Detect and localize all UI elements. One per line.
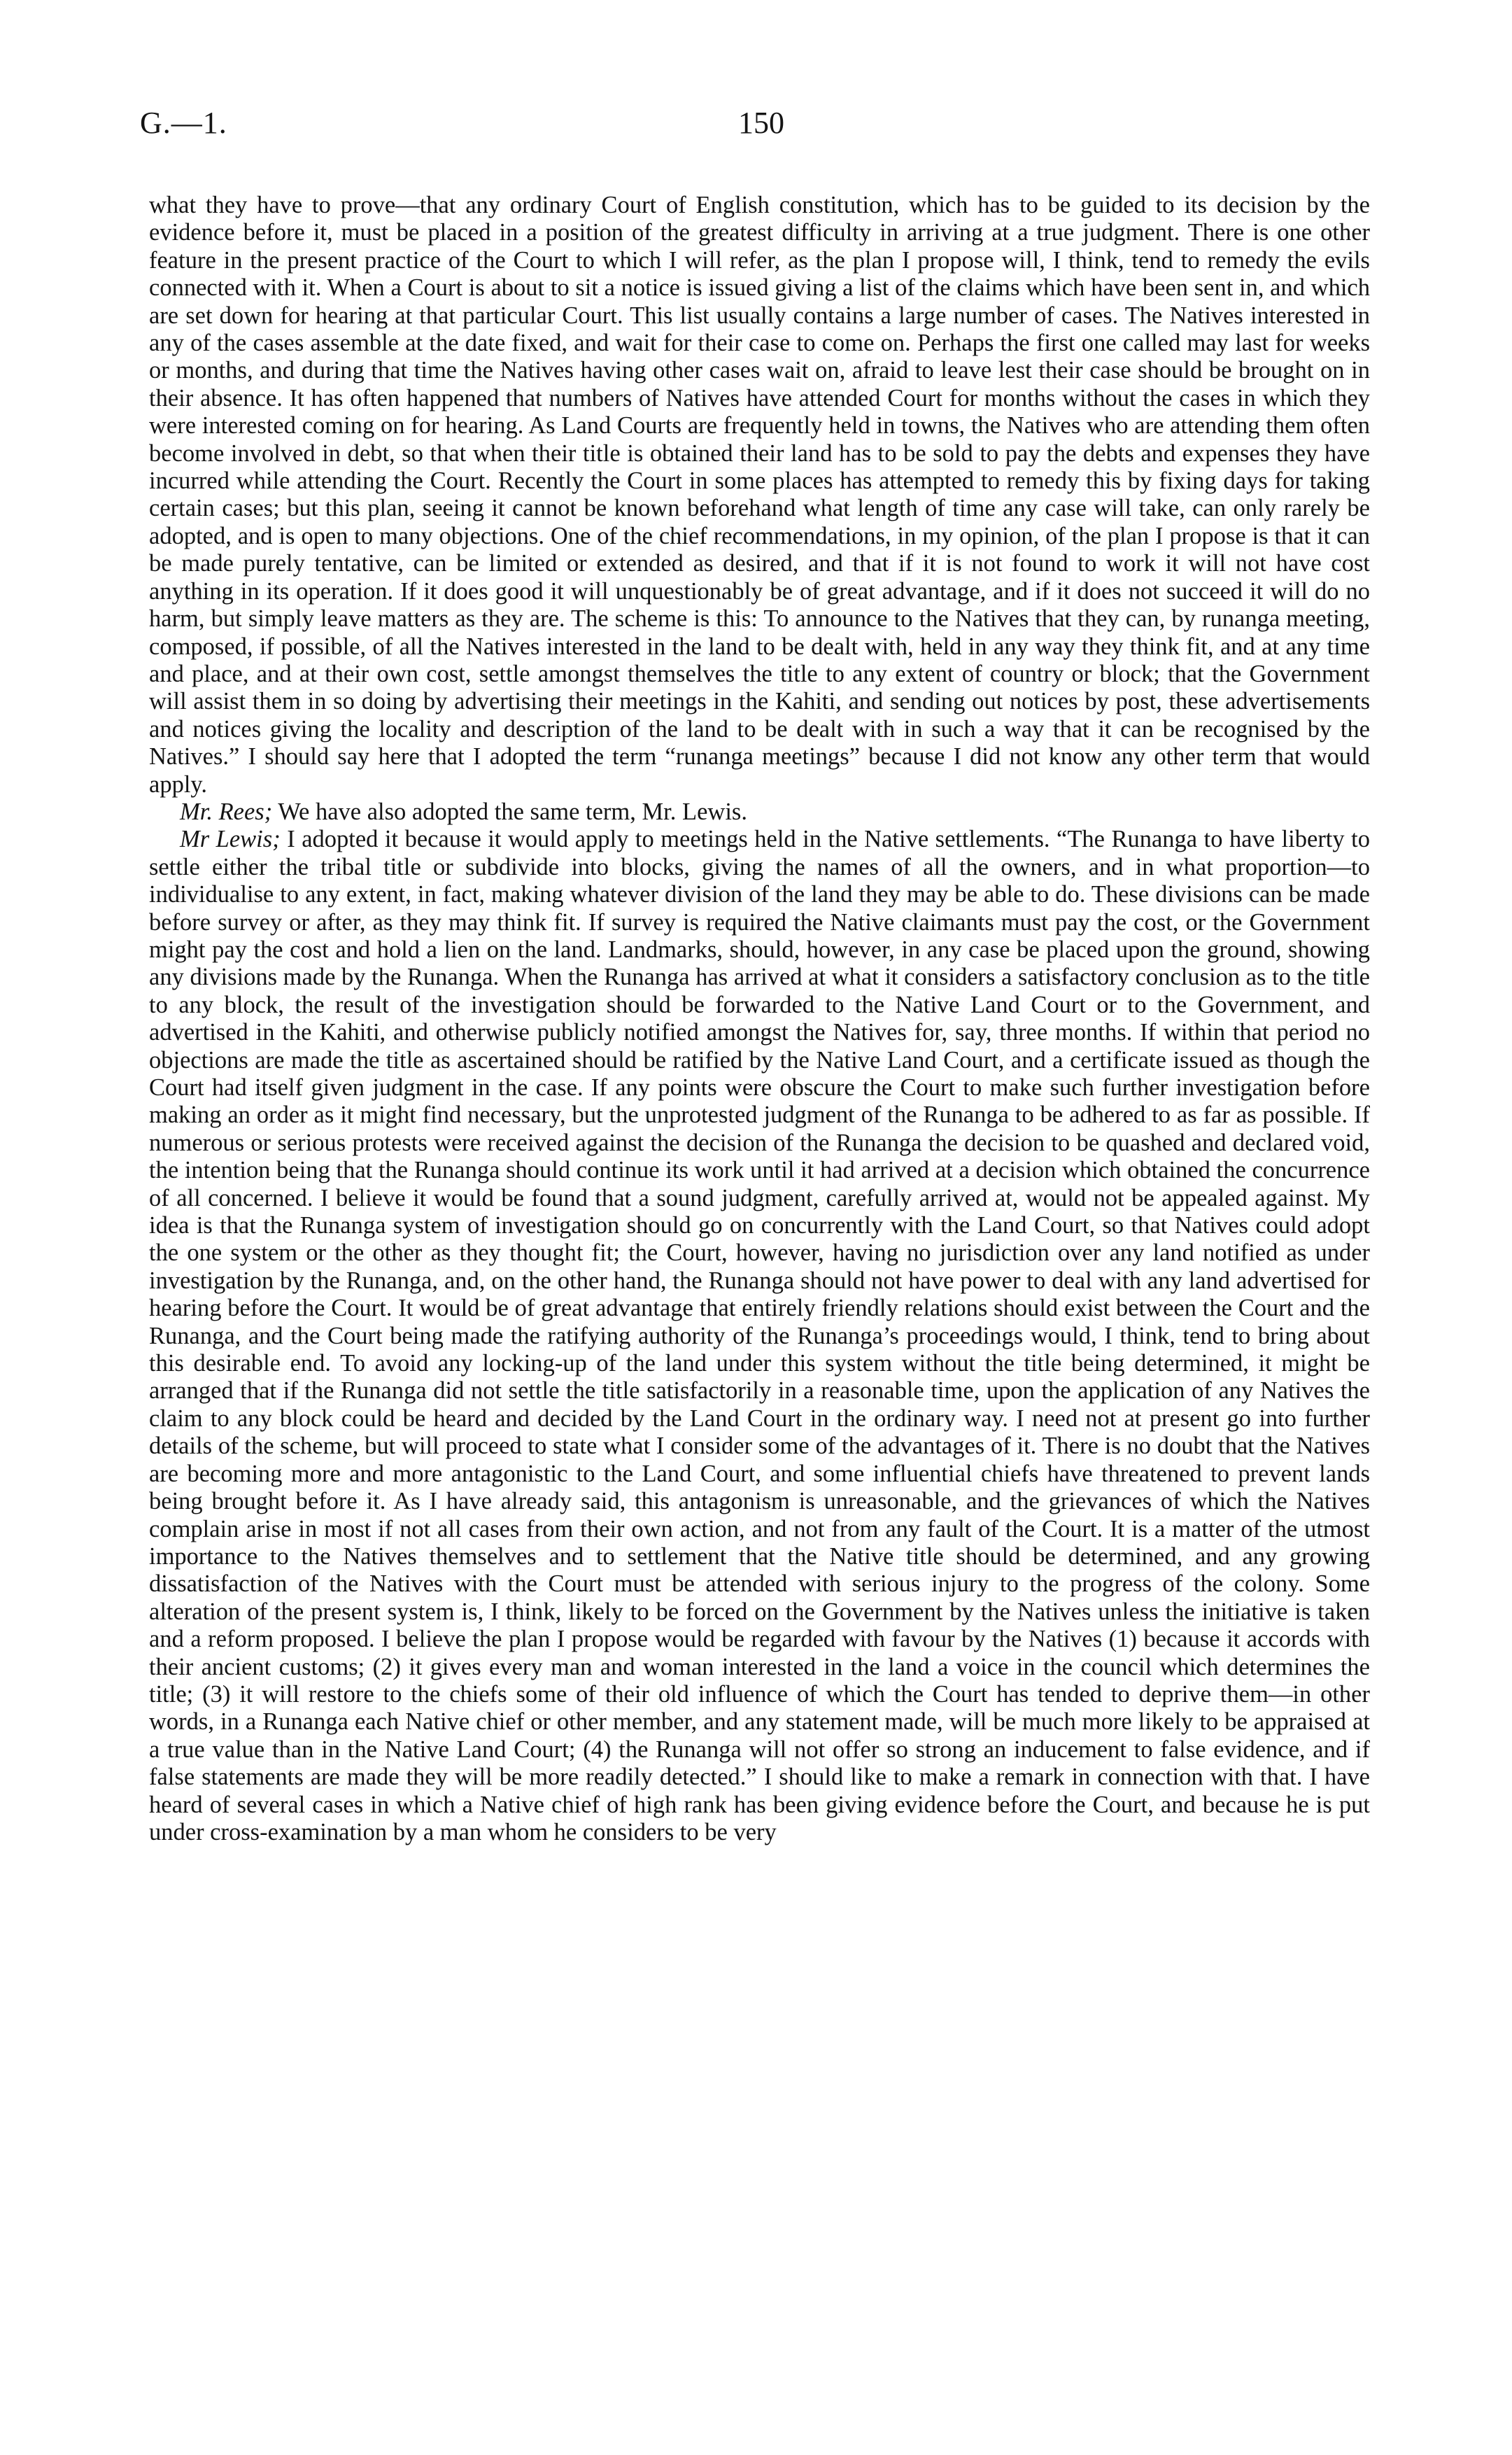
paragraph-text: I adopted it because it would apply to meetings held in the Native settlements. “The Runanga to have liberty to settle either the tribal title or subdivide into blocks, giving the names of all the owners, and in what proportion—to individualise to any extent, in fact, making whatever division of the land they may be able to do. These divisions can be made before survey or after, as they may think fit. If survey is required the Native claimants must pay the cost, or the Government might pay the cost and hold a lien on the land. Landmarks, should, however, in any case be placed upon the ground, showing any divisions made by the Runanga. When the Runanga has arrived at what it considers a satisfactory conclusion as to the title to any block, the result of the investigation should be forwarded to the Native Land Court or to the Government, and advertised in the Kahiti, and otherwise publicly notified amongst the Natives for, say, three months. If within that period no objections are made the title as ascertained should be ratified by the Native Land Court, and a certificate issued as though the Court had itself given judgment in the case. If any points were obscure the Court to make such further investigation before making an order as it might find necessary, but the unprotested judgment of the Runanga to be adhered to as far as possible. If numerous or serious protests were received against the decision of the Runanga the decision to be quashed and declared void, the intention being that the Runanga should continue its work until it had arrived at a decision which obtained the concurrence of all concerned. I believe it would be found that a sound judgment, carefully arrived at, would not be appealed against. My idea is that the Runanga system of investigation should go on concurrently with the Land Court, so that Natives could adopt the one system or the other as they thought fit; the Court, however, having no jurisdiction over any land notified as under investigation by the Runanga, and, on the other hand, the Runanga should not have power to deal with any land advertised for hearing before the Court. It would be of great advantage that entirely friendly relations should exist between the Court and the Runanga, and the Court being made the ratifying authority of the Runanga’s proceedings would, I think, tend to bring about this desirable end. To avoid any locking-up of the land under this system without the title being determined, it might be arranged that if the Runanga did not settle the title satisfactorily in a reasonable time, upon the application of any Natives the claim to any block could be heard and decided by the Land Court in the ordinary way. I need not at present go into further details of the scheme, but will proceed to state what I consider some of the advantages of it. There is no doubt that the Natives are becoming more and more antagonistic to the Land Court, and some influential chiefs have threatened to prevent lands being brought before it. As I have already said, this antagonism is unreasonable, and the grievances of which the Natives complain arise in most if not all cases from their own action, and not from any fault of the Court. It is a matter of the utmost importance to the Natives themselves and to settlement that the Native title should be determined, and any growing dissatisfaction of the Natives with the Court must be attended with serious injury to the progress of the colony. Some alteration of the present system is, I think, likely to be forced on the Government by the Natives unless the initiative is taken and a reform proposed. I believe the plan I propose would be regarded with favour by the Natives (1) because it accords with their ancient customs; (2) it gives every man and woman interested in the land a voice in the council which determines the title; (3) it will restore to the chiefs some of their old influence of which the Court has tended to deprive them—in other words, in a Runanga each Native chief or other member, and any statement made, will be much more likely to be appraised at a true value than in the Native Land Court; (4) the Runanga will not offer so strong an inducement to false evidence, and if false statements are made they will be more readily detected.” I should like to make a remark in connection with that. I have heard of several cases in which a Native chief of high rank has been giving evidence before the Court, and because he is put under cross-examination by a man whom he considers to be very	[149, 826, 1370, 1845]
page-header	[140, 105, 1371, 161]
paragraph-text: what they have to prove—that any ordinary Court of English constitution, which has to be guided to its decision by the evidence before it, must be placed in a position of the greatest difficulty in arriving at a true judgment. There is one other feature in the present practice of the Court to which I will refer, as the plan I propose will, I think, tend to remedy the evils connected with it. When a Court is about to sit a notice is issued giving a list of the claims which have been sent in, and which are set down for hearing at that particular Court. This list usually contains a large number of cases. The Natives interested in any of the cases assemble at the date fixed, and wait for their case to come on. Perhaps the first one called may last for weeks or months, and during that time the Natives having other cases wait on, afraid to leave lest their case should be brought on in their absence. It has often happened that numbers of Natives have attended Court for months without the cases in which they were interested coming on for hearing. As Land Courts are frequently held in towns, the Natives who are attending them often become involved in debt, so that when their title is obtained their land has to be sold to pay the debts and expenses they have incurred while attending the Court. Recently the Court in some places has attempted to remedy this by fixing days for taking certain cases; but this plan, seeing it cannot be known beforehand what length of time any case will take, can only rarely be adopted, and is open to many objections. One of the chief recommendations, in my opinion, of the plan I propose is that it can be made purely tentative, can be limited or extended as desired, and that if it is not found to work it will not have cost anything in its operation. If it does good it will unquestionably be of great advantage, and if it does not succeed it will do no harm, but simply leave matters as they are. The scheme is this: To announce to the Natives that they can, by runanga meeting, composed, if possible, of all the Natives interested in the land to be dealt with, held in any way they think fit, and at any time and place, and at their own cost, settle amongst themselves the title to any extent of country or block; that the Government will assist them in so doing by advertising their meetings in the Kahiti, and sending out notices by post, these advertisements and notices giving the locality and description of the land to be dealt with in such a way that it can be recognised by the Natives.” I should say here that I adopted the term “runanga meetings” because I did not know any other term that would apply.	[149, 192, 1370, 798]
speaker-name: Mr Lewis;	[180, 826, 281, 853]
paragraph-lewis	[149, 826, 1370, 1846]
paragraph-continuation	[149, 192, 1370, 799]
page-number: 150	[738, 106, 784, 140]
body-text	[149, 192, 1370, 1846]
speaker-name: Mr. Rees;	[180, 798, 273, 825]
paragraph-text: We have also adopted the same term, Mr. Lewis.	[272, 798, 747, 825]
document-reference: G.—1.	[140, 106, 227, 140]
paragraph-rees	[149, 799, 1370, 826]
